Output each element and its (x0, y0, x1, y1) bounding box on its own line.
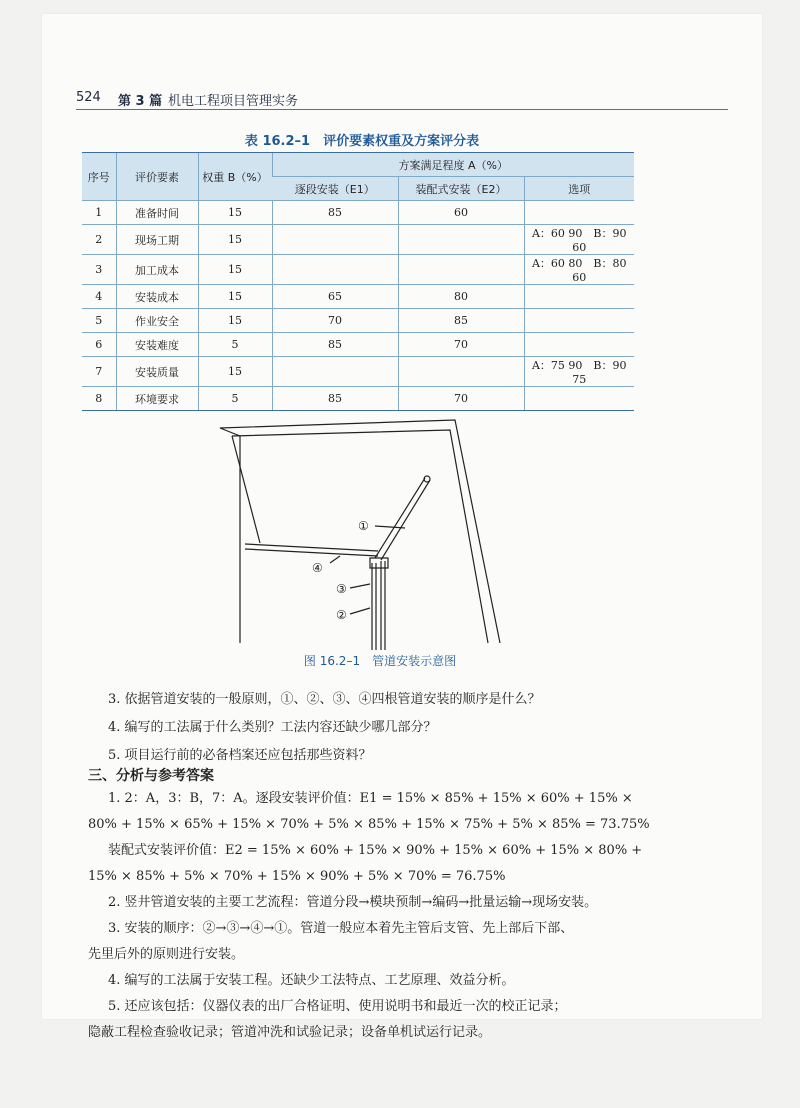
cell-e1: 70 (272, 309, 398, 333)
cell-index: 4 (82, 285, 116, 309)
cell-e2: 60 (398, 201, 524, 225)
table-row (82, 255, 634, 285)
header-satisfaction: 方案满足程度 A（%） (272, 153, 634, 177)
cell-factor: 加工成本 (116, 255, 198, 285)
cell-e2 (398, 255, 524, 285)
cell-factor: 安装难度 (116, 333, 198, 357)
cell-e1: 65 (272, 285, 398, 309)
cell-weight: 15 (198, 255, 272, 285)
cell-weight: 15 (198, 225, 272, 255)
label-1: ① (358, 519, 369, 533)
score-table (82, 152, 634, 411)
answer-line: 2. 竖井管道安装的主要工艺流程：管道分段→模块预制→编码→批量运输→现场安装。 (108, 895, 598, 910)
table-caption: 表 16.2–1 评价要素权重及方案评分表 (244, 134, 480, 149)
question-4: 4. 编写的工法属于什么类别？工法内容还缺少哪几部分？ (108, 720, 437, 735)
cell-options (524, 387, 634, 411)
cell-index: 8 (82, 387, 116, 411)
cell-e1 (272, 255, 398, 285)
cell-options (524, 309, 634, 333)
header-index: 序号 (82, 153, 116, 201)
running-title: 机电工程项目管理实务 (168, 94, 299, 109)
header-e2: 装配式安装（E2） (398, 177, 524, 201)
pipe-diagram (200, 418, 530, 650)
cell-e1: 85 (272, 333, 398, 357)
cell-options (524, 285, 634, 309)
section-title: 三、分析与参考答案 (88, 768, 214, 784)
cell-weight: 5 (198, 333, 272, 357)
cell-e1 (272, 357, 398, 387)
answer-line: 4. 编写的工法属于安装工程。还缺少工法特点、工艺原理、效益分析。 (108, 973, 515, 988)
cell-factor: 安装成本 (116, 285, 198, 309)
cell-e2: 70 (398, 333, 524, 357)
answer-line: 先里后外的原则进行安装。 (88, 947, 245, 962)
answer-line: 15% × 85% + 5% × 70% + 15% × 90% + 5% × 70% = 76.75% (88, 869, 506, 884)
cell-options (524, 333, 634, 357)
question-3: 3. 依据管道安装的一般原则，①、②、③、④四根管道安装的顺序是什么？ (108, 692, 541, 707)
answer-line: 80% + 15% × 65% + 15% × 70% + 5% × 85% + 15% × 75% + 5% × 85% = 73.75% (88, 817, 650, 832)
cell-e2 (398, 357, 524, 387)
header-factor: 评价要素 (116, 153, 198, 201)
pipe-2 (372, 563, 376, 650)
cell-options: A：75 90 B：90 75 (524, 357, 634, 387)
left-wall-inner (232, 436, 260, 543)
table-row (82, 357, 634, 387)
figure-caption: 图 16.2–1 管道安装示意图 (303, 654, 457, 668)
cell-weight: 15 (198, 201, 272, 225)
cell-factor: 环境要求 (116, 387, 198, 411)
page-number: 524 (76, 90, 101, 105)
table-row (82, 285, 634, 309)
answer-line: 1. 2：A，3：B，7：A。逐段安装评价值：E1 = 15% × 85% + 15% × 60% + 15% × (108, 791, 633, 806)
table-row (82, 201, 634, 225)
header-rule (76, 109, 728, 110)
header-e1: 逐段安装（E1） (272, 177, 398, 201)
cell-weight: 15 (198, 357, 272, 387)
cell-factor: 安装质量 (116, 357, 198, 387)
page-header (76, 90, 728, 110)
cell-e1: 85 (272, 201, 398, 225)
answers-block (88, 786, 728, 1046)
header-weight: 权重 B（%） (198, 153, 272, 201)
header-options: 选项 (524, 177, 634, 201)
table-row (82, 225, 634, 255)
pipe-4 (245, 544, 378, 556)
cell-index: 3 (82, 255, 116, 285)
cell-options: A：60 90 B：90 60 (524, 225, 634, 255)
cell-index: 1 (82, 201, 116, 225)
cell-e1 (272, 225, 398, 255)
pipe-1 (375, 478, 430, 560)
left-wall (220, 428, 240, 643)
cell-weight: 15 (198, 309, 272, 333)
answer-line: 隐蔽工程检查验收记录；管道冲洗和试验记录；设备单机试运行记录。 (88, 1025, 492, 1040)
cell-factor: 准备时间 (116, 201, 198, 225)
cell-weight: 15 (198, 285, 272, 309)
label-3: ③ (336, 582, 347, 596)
cell-e2: 85 (398, 309, 524, 333)
answer-line: 装配式安装评价值：E2 = 15% × 60% + 15% × 90% + 15% × 60% + 15% × 80% + (108, 843, 643, 858)
answer-line: 3. 安装的顺序：②→③→④→①。管道一般应本着先主管后支管、先上部后下部、 (108, 921, 574, 936)
label-4: ④ (312, 561, 323, 575)
part-label: 第 3 篇 (118, 94, 163, 109)
cell-weight: 5 (198, 387, 272, 411)
cell-e2: 70 (398, 387, 524, 411)
cell-options: A：60 80 B：80 60 (524, 255, 634, 285)
question-5: 5. 项目运行前的必备档案还应包括那些资料？ (108, 748, 372, 763)
cell-index: 5 (82, 309, 116, 333)
cell-factor: 作业安全 (116, 309, 198, 333)
cell-index: 7 (82, 357, 116, 387)
cell-factor: 现场工期 (116, 225, 198, 255)
cell-index: 6 (82, 333, 116, 357)
cell-e2: 80 (398, 285, 524, 309)
cell-index: 2 (82, 225, 116, 255)
table-row (82, 333, 634, 357)
cell-options (524, 201, 634, 225)
label-2: ② (336, 608, 347, 622)
pipe-3 (381, 561, 385, 650)
cell-e1: 85 (272, 387, 398, 411)
table-row (82, 309, 634, 333)
cell-e2 (398, 225, 524, 255)
table-row (82, 387, 634, 411)
answer-line: 5. 还应该包括：仪器仪表的出厂合格证明、使用说明书和最近一次的校正记录； (108, 999, 567, 1014)
